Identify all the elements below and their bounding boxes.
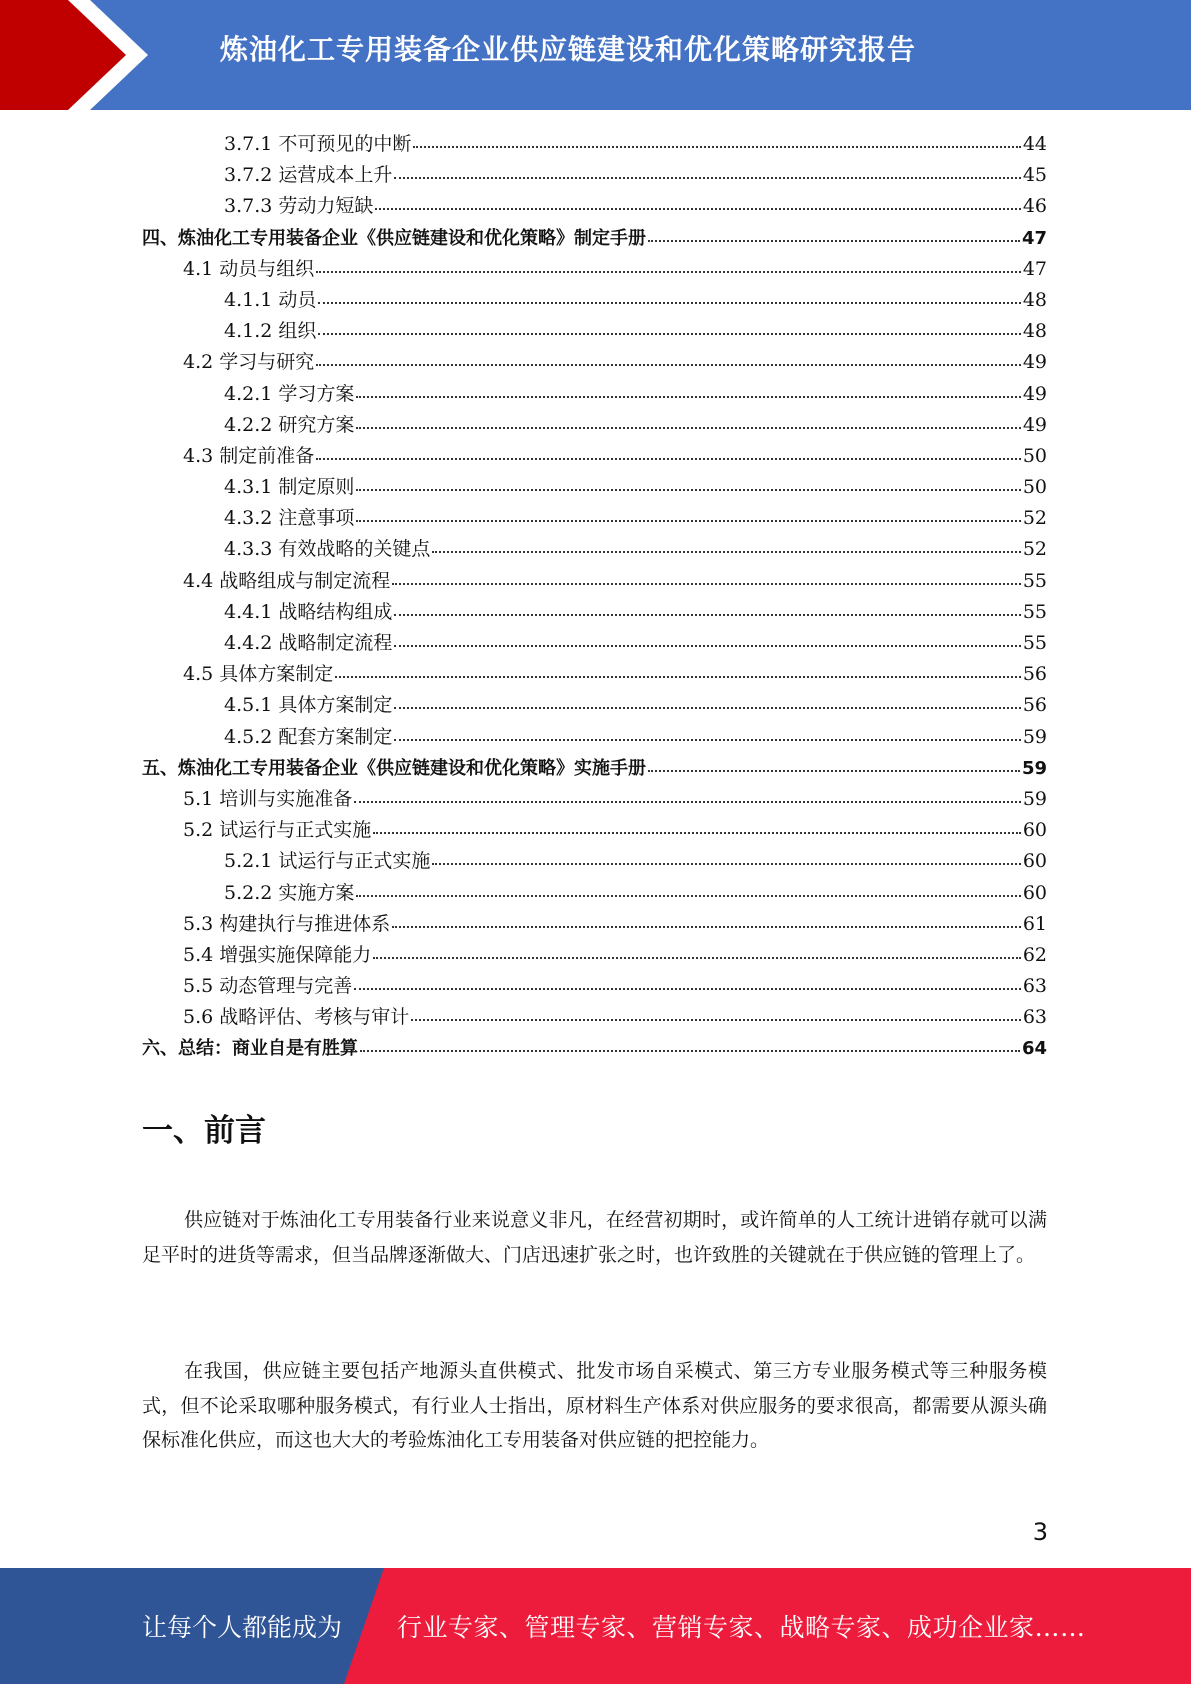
- page-number: 3: [1032, 1518, 1048, 1546]
- toc-entry-label: 4.5 具体方案制定: [183, 663, 334, 686]
- toc-dot-leader: [316, 257, 1021, 273]
- toc-entry[interactable]: [142, 534, 1047, 565]
- section-heading: 一、前言: [142, 1113, 266, 1149]
- toc-dot-leader: [373, 943, 1021, 959]
- toc-dot-leader: [394, 693, 1020, 709]
- toc-entry-label: 5.2.1 试运行与正式实施: [224, 850, 431, 873]
- toc-dot-leader: [648, 226, 1020, 242]
- table-of-contents: [142, 129, 1047, 1065]
- toc-entry[interactable]: [142, 441, 1047, 472]
- toc-entry-label: 5.4 增强实施保障能力: [183, 943, 372, 966]
- toc-dot-leader: [354, 974, 1021, 990]
- toc-entry-page: 52: [1022, 507, 1047, 530]
- toc-entry[interactable]: [142, 316, 1047, 347]
- toc-entry-label: 4.1.2 组织: [224, 320, 317, 343]
- toc-dot-leader: [356, 881, 1020, 897]
- toc-entry-page: 48: [1022, 288, 1047, 311]
- toc-entry-page: 46: [1022, 195, 1047, 218]
- toc-entry-page: 50: [1022, 476, 1047, 499]
- toc-dot-leader: [648, 756, 1020, 772]
- toc-entry-label: 4.1 动员与组织: [183, 257, 315, 280]
- toc-dot-leader: [356, 382, 1020, 398]
- toc-entry-label: 4.5.1 具体方案制定: [224, 694, 393, 717]
- toc-entry[interactable]: [142, 597, 1047, 628]
- toc-entry[interactable]: [142, 940, 1047, 971]
- toc-entry-page: 56: [1022, 663, 1047, 686]
- toc-dot-leader: [394, 600, 1020, 616]
- toc-entry-page: 48: [1022, 320, 1047, 343]
- toc-entry-page: 47: [1021, 227, 1047, 249]
- toc-dot-leader: [318, 288, 1020, 304]
- toc-dot-leader: [394, 163, 1020, 179]
- toc-entry-label: 3.7.2 运营成本上升: [224, 164, 393, 187]
- toc-entry[interactable]: [142, 690, 1047, 721]
- header-title: 炼油化工专用装备企业供应链建设和优化策略研究报告: [220, 33, 917, 66]
- toc-entry-label: 5.5 动态管理与完善: [183, 975, 353, 998]
- toc-entry[interactable]: [142, 628, 1047, 659]
- toc-entry-label: 5.3 构建执行与推进体系: [183, 912, 391, 935]
- toc-entry[interactable]: [142, 347, 1047, 378]
- toc-dot-leader: [373, 818, 1021, 834]
- toc-entry[interactable]: [142, 659, 1047, 690]
- toc-dot-leader: [392, 912, 1021, 928]
- footer-slogan-left: 让每个人都能成为: [142, 1613, 343, 1642]
- toc-entry-page: 56: [1022, 694, 1047, 717]
- toc-entry-label: 4.2.2 研究方案: [224, 413, 355, 436]
- toc-dot-leader: [411, 1005, 1021, 1021]
- toc-entry[interactable]: [142, 254, 1047, 285]
- page-header: [0, 0, 1191, 110]
- toc-dot-leader: [354, 787, 1021, 803]
- toc-dot-leader: [432, 849, 1020, 865]
- toc-dot-leader: [318, 319, 1020, 335]
- toc-entry[interactable]: [142, 223, 1047, 254]
- toc-entry[interactable]: [142, 846, 1047, 877]
- toc-entry[interactable]: [142, 909, 1047, 940]
- toc-entry-label: 4.3 制定前准备: [183, 444, 315, 467]
- toc-entry-label: 5.1 培训与实施准备: [183, 787, 353, 810]
- toc-entry-label: 4.3.3 有效战略的关键点: [224, 538, 431, 561]
- toc-entry-page: 59: [1022, 725, 1047, 748]
- toc-entry[interactable]: [142, 971, 1047, 1002]
- toc-entry[interactable]: [142, 285, 1047, 316]
- toc-dot-leader: [335, 662, 1021, 678]
- toc-entry-page: 59: [1022, 787, 1047, 810]
- toc-entry[interactable]: [142, 878, 1047, 909]
- toc-dot-leader: [316, 444, 1021, 460]
- toc-entry-page: 52: [1022, 538, 1047, 561]
- toc-dot-leader: [394, 631, 1020, 647]
- toc-entry-label: 4.3.2 注意事项: [224, 507, 355, 530]
- toc-dot-leader: [356, 413, 1020, 429]
- toc-entry-page: 62: [1022, 943, 1047, 966]
- toc-entry-page: 47: [1022, 257, 1047, 280]
- toc-dot-leader: [392, 569, 1021, 585]
- toc-entry-label: 4.2 学习与研究: [183, 351, 315, 374]
- toc-dot-leader: [394, 725, 1020, 741]
- toc-entry[interactable]: [142, 815, 1047, 846]
- toc-entry-page: 64: [1021, 1038, 1047, 1060]
- toc-entry-page: 55: [1022, 632, 1047, 654]
- toc-dot-leader: [316, 350, 1021, 366]
- toc-entry[interactable]: [142, 566, 1047, 597]
- toc-entry-page: 61: [1022, 912, 1047, 935]
- paragraph: 供应链对于炼油化工专用装备行业来说意义非凡，在经营初期时，或许简单的人工统计进销存就可以满足平时的进货等需求，但当品牌逐渐做大、门店迅速扩张之时，也许致胜的关键就在于供应链的管理上了。: [142, 1209, 1047, 1266]
- page-footer: [0, 1568, 1191, 1684]
- toc-entry-page: 55: [1022, 600, 1047, 623]
- toc-entry-page: 45: [1022, 164, 1047, 187]
- toc-entry[interactable]: [142, 160, 1047, 191]
- toc-entry[interactable]: [142, 379, 1047, 410]
- toc-entry-label: 3.7.1 不可预见的中断: [224, 133, 412, 155]
- toc-dot-leader: [356, 475, 1020, 491]
- toc-entry-label: 4.4.1 战略结构组成: [224, 600, 393, 623]
- toc-entry-label: 五、炼油化工专用装备企业《供应链建设和优化策略》实施手册: [142, 757, 646, 779]
- toc-entry[interactable]: [142, 410, 1047, 441]
- toc-entry-page: 55: [1022, 569, 1047, 592]
- toc-entry-page: 63: [1022, 975, 1047, 998]
- toc-entry-label: 5.2 试运行与正式实施: [183, 819, 372, 842]
- toc-entry-page: 60: [1022, 850, 1047, 873]
- toc-dot-leader: [375, 194, 1020, 210]
- toc-entry[interactable]: [142, 129, 1047, 160]
- toc-dot-leader: [432, 537, 1020, 553]
- toc-entry[interactable]: [142, 1033, 1047, 1064]
- toc-entry-label: 4.1.1 动员: [224, 288, 317, 311]
- toc-entry-label: 4.5.2 配套方案制定: [224, 725, 393, 748]
- footer-slogan-right: 行业专家、管理专家、营销专家、战略专家、成功企业家……: [397, 1613, 1086, 1642]
- toc-entry-page: 59: [1021, 757, 1047, 779]
- toc-dot-leader: [413, 132, 1020, 148]
- toc-entry-page: 50: [1022, 444, 1047, 467]
- toc-entry[interactable]: [142, 1002, 1047, 1033]
- toc-entry[interactable]: [142, 784, 1047, 815]
- toc-entry-label: 六、总结：商业自是有胜算: [142, 1038, 358, 1060]
- toc-entry-page: 49: [1022, 413, 1047, 436]
- toc-entry-page: 60: [1022, 819, 1047, 842]
- toc-entry-label: 5.2.2 实施方案: [224, 881, 355, 904]
- toc-entry[interactable]: [142, 472, 1047, 503]
- toc-entry[interactable]: [142, 191, 1047, 222]
- toc-entry[interactable]: [142, 503, 1047, 534]
- paragraph: 在我国，供应链主要包括产地源头直供模式、批发市场自采模式、第三方专业服务模式等三种服务模式，但不论采取哪种服务模式，有行业人士指出，原材料生产体系对供应服务的要求很高，都需要从源头确保标准化供应，而这也大大的考验炼油化工专用装备对供应链的把控能力。: [142, 1360, 1047, 1451]
- toc-entry-page: 44: [1022, 133, 1047, 155]
- toc-entry-label: 4.4 战略组成与制定流程: [183, 569, 391, 592]
- toc-entry-page: 49: [1022, 351, 1047, 374]
- toc-entry[interactable]: [142, 753, 1047, 784]
- toc-dot-leader: [356, 506, 1020, 522]
- toc-entry-page: 49: [1022, 382, 1047, 405]
- toc-entry-page: 63: [1022, 1006, 1047, 1029]
- toc-entry-label: 4.3.1 制定原则: [224, 476, 355, 499]
- toc-entry-label: 4.4.2 战略制定流程: [224, 632, 393, 654]
- toc-entry-page: 60: [1022, 881, 1047, 904]
- toc-entry-label: 5.6 战略评估、考核与审计: [183, 1006, 410, 1029]
- toc-entry-label: 四、炼油化工专用装备企业《供应链建设和优化策略》制定手册: [142, 227, 646, 249]
- toc-entry[interactable]: [142, 722, 1047, 753]
- toc-dot-leader: [360, 1036, 1020, 1052]
- toc-entry-label: 4.2.1 学习方案: [224, 382, 355, 405]
- toc-entry-label: 3.7.3 劳动力短缺: [224, 195, 374, 218]
